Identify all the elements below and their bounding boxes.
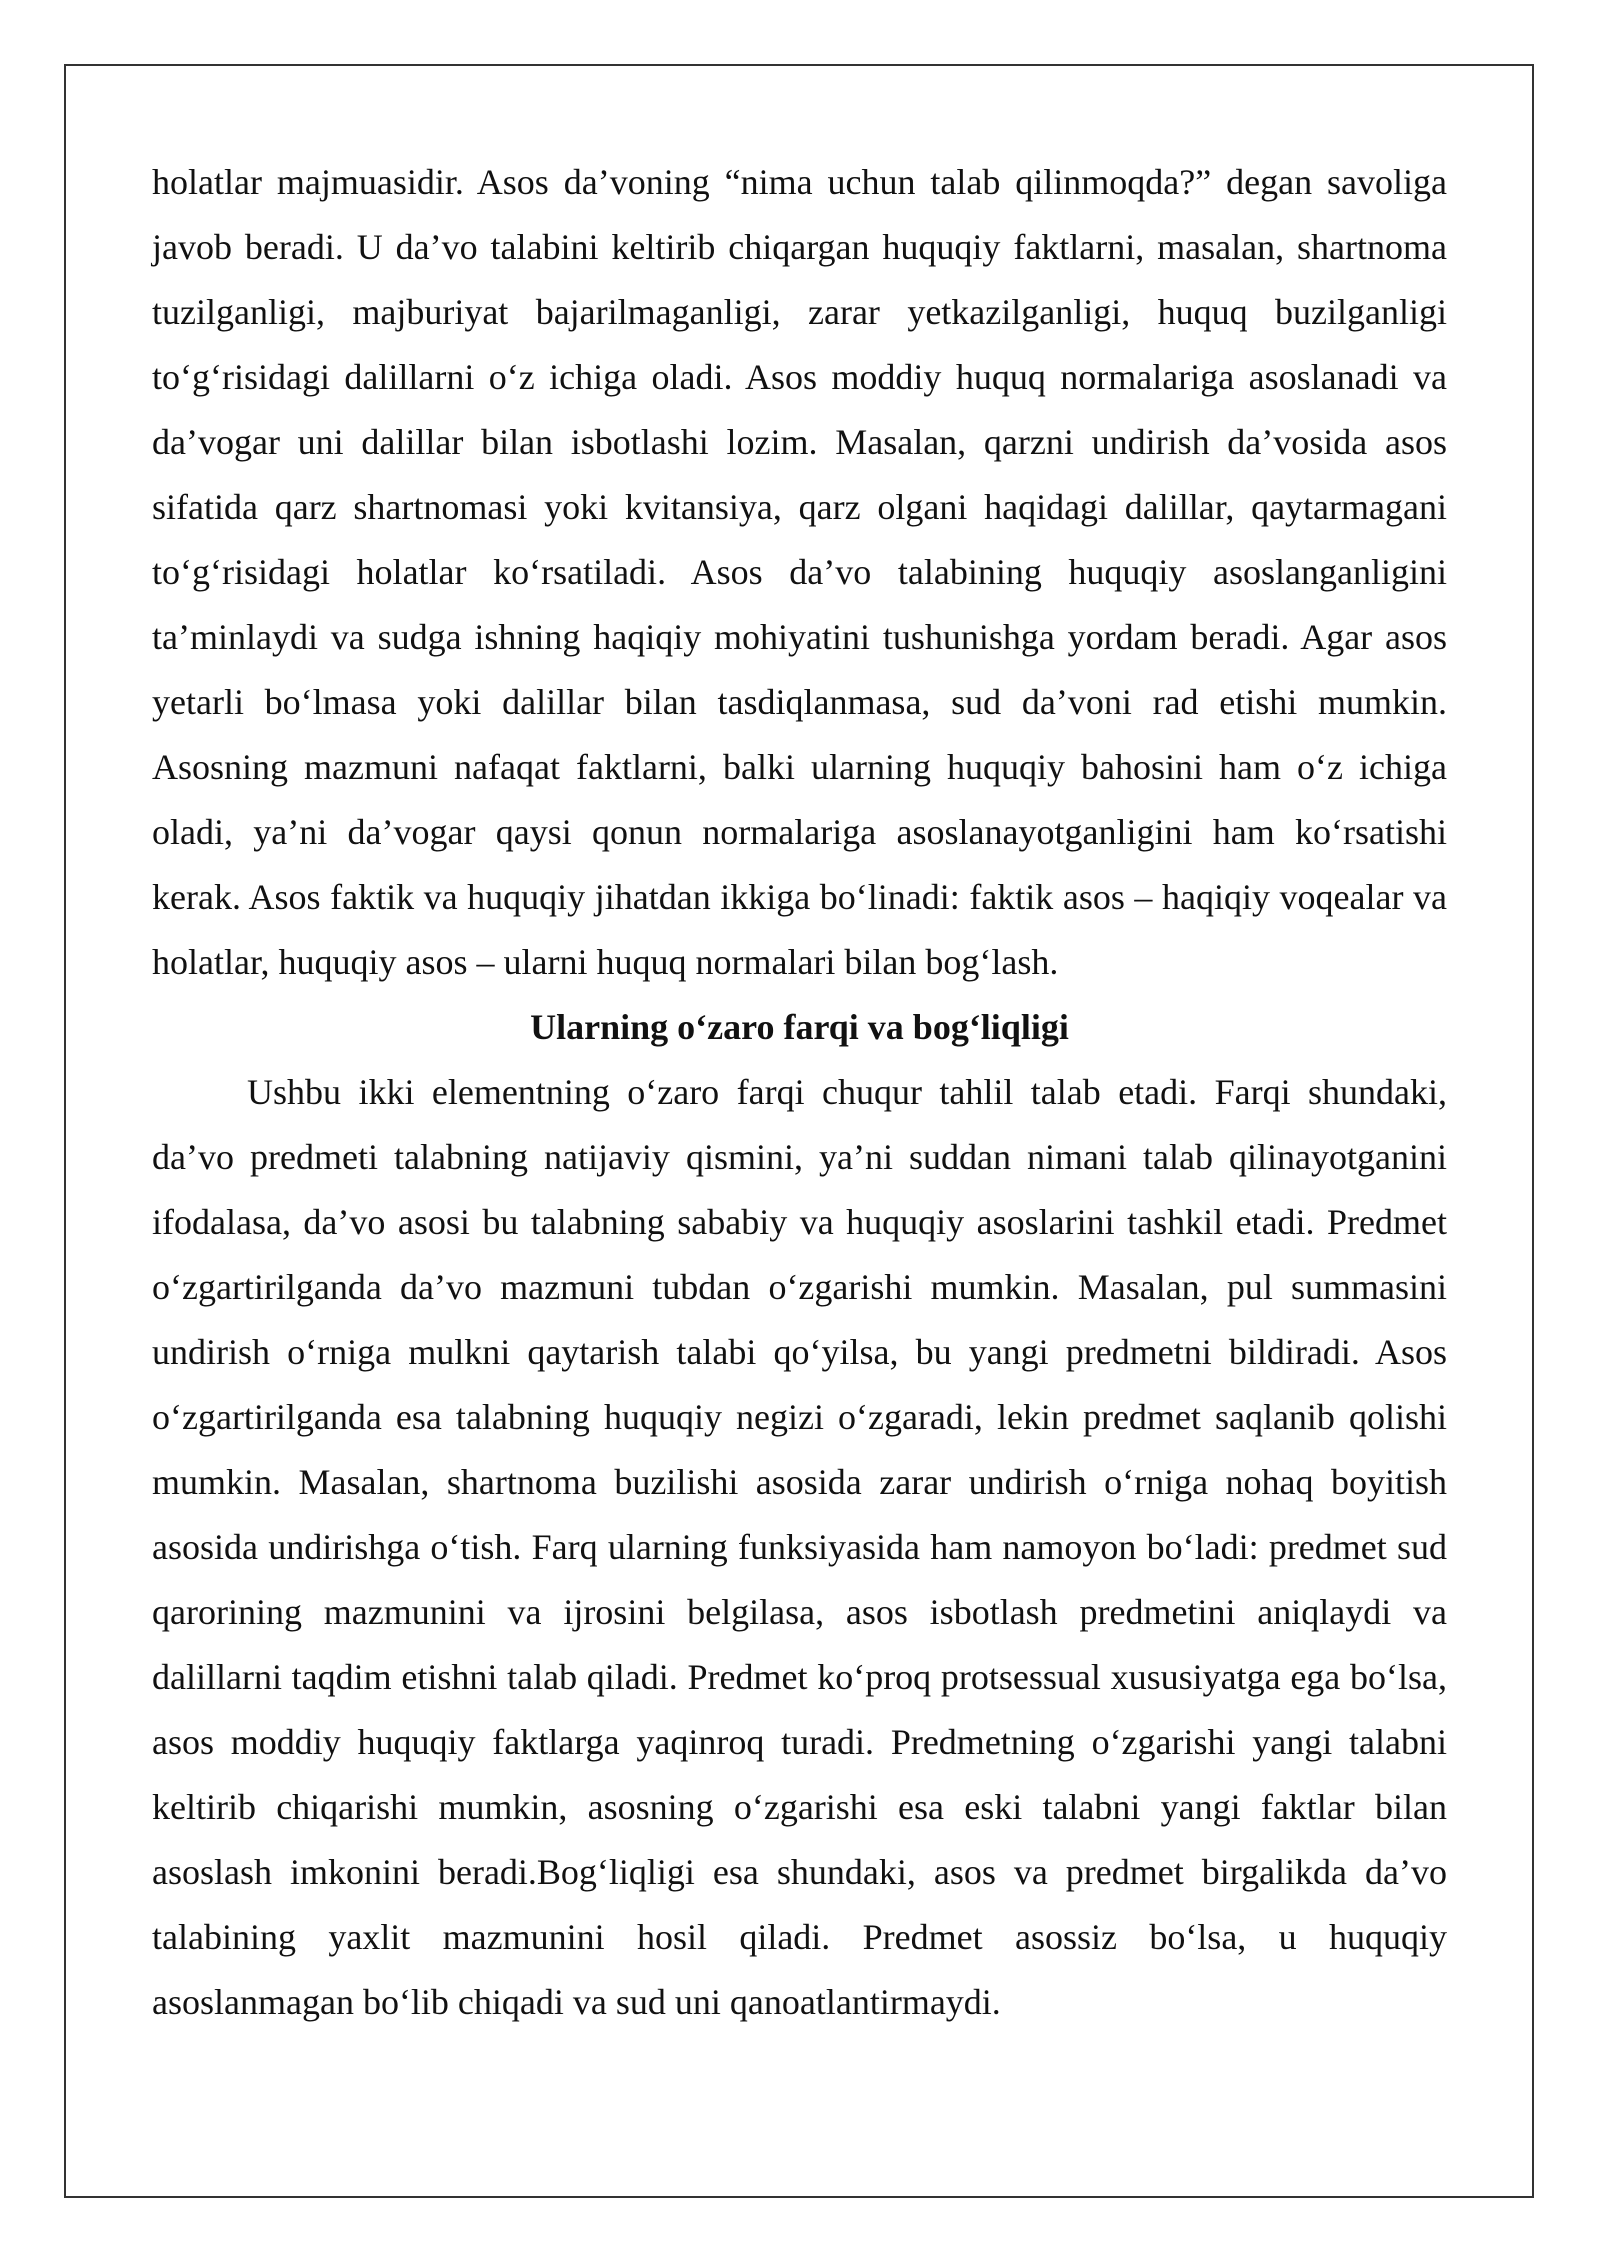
section-heading: Ularning o‘zaro farqi va bog‘liqligi — [530, 1007, 1069, 1047]
paragraph-asos: holatlar majmuasidir. Asos da’voning “nima uchun talab qilinmoqda?” degan savoliga javob beradi. U da’vo talabini keltirib chiqargan huquqiy faktlarni, masalan, shartnoma tuzilganligi, majburiyat bajarilmaganligi, zarar yetkazilganligi, huquq buzilganligi to‘g‘risidagi dalillarni o‘z ichiga oladi. Asos moddiy huquq normalariga asoslanadi va da’vogar uni dalillar bilan isbotlashi lozim. Masalan, qarzni undirish da’vosida asos sifatida qarz shartnomasi yoki kvitansiya, qarz olgani haqidagi dalillar, qaytarmagani to‘g‘risidagi holatlar ko‘rsatiladi. Asos da’vo talabining huquqiy asoslanganligini ta’minlaydi va sudga ishning haqiqiy mohiyatini tushunishga yordam beradi. Agar asos yetarli bo‘lmasa yoki dalillar bilan tasdiqlanmasa, sud da’voni rad etishi mumkin. Asosning mazmuni nafaqat faktlarni, balki ularning huquqiy bahosini ham o‘z ichiga oladi, ya’ni da’vogar qaysi qonun normalariga asoslanayotganligini ham ko‘rsatishi kerak. Asos faktik va huquqiy jihatdan ikkiga bo‘linadi: faktik asos – haqiqiy voqealar va holatlar, huquqiy asos – ularni huquq normalari bilan bog‘lash. — [152, 162, 1447, 982]
document-body — [152, 150, 1447, 2035]
paragraph-farq: Ushbu ikki elementning o‘zaro farqi chuqur tahlil talab etadi. Farqi shundaki, da’vo predmeti talabning natijaviy qismini, ya’ni suddan nimani talab qilinayotganini ifodalasa, da’vo asosi bu talabning sababiy va huquqiy asoslarini tashkil etadi. Predmet o‘zgartirilganda da’vo mazmuni tubdan o‘zgarishi mumkin. Masalan, pul summasini undirish o‘rniga mulkni qaytarish talabi qo‘yilsa, bu yangi predmetni bildiradi. Asos o‘zgartirilganda esa talabning huquqiy negizi o‘zgaradi, lekin predmet saqlanib qolishi mumkin. Masalan, shartnoma buzilishi asosida zarar undirish o‘rniga nohaq boyitish asosida undirishga o‘tish. Farq ularning funksiyasida ham namoyon bo‘ladi: predmet sud qarorining mazmunini va ijrosini belgilasa, asos isbotlash predmetini aniqlaydi va dalillarni taqdim etishni talab qiladi. Predmet ko‘proq protsessual xususiyatga ega bo‘lsa, asos moddiy huquqiy faktlarga yaqinroq turadi. Predmetning o‘zgarishi yangi talabni keltirib chiqarishi mumkin, asosning o‘zgarishi esa eski talabni yangi faktlar bilan asoslash imkonini beradi.Bog‘liqligi esa shundaki, asos va predmet birgalikda da’vo talabining yaxlit mazmunini hosil qiladi. Predmet asossiz bo‘lsa, u huquqiy asoslanmagan bo‘lib chiqadi va sud uni qanoatlantirmaydi. — [152, 1072, 1447, 2022]
